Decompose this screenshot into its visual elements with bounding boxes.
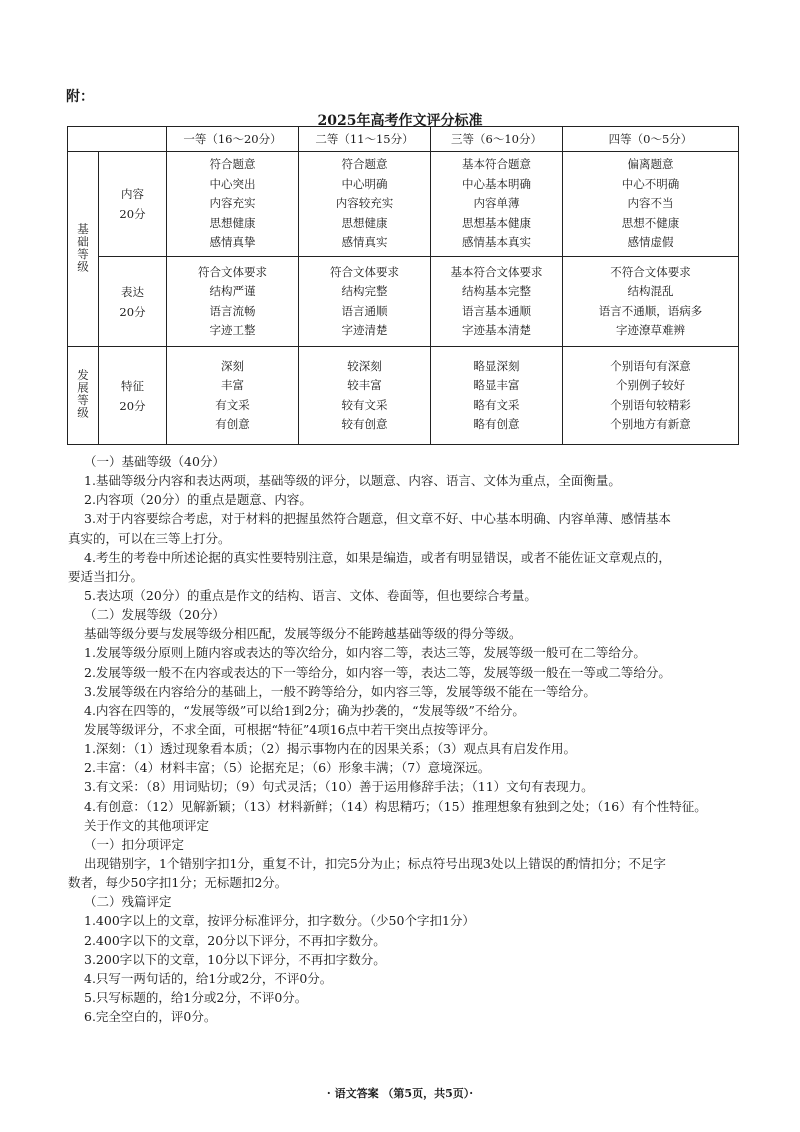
cell-features-grade-3: 略显深刻 略显丰富 略有文采 略有创意 xyxy=(431,347,563,445)
section-heading-basic: （一）基础等级（40分） xyxy=(84,454,225,469)
cell-content-grade-3: 基本符合题意 中心基本明确 内容单薄 思想基本健康 感情基本真实 xyxy=(431,152,563,257)
rules-text xyxy=(68,452,744,1026)
cell-expression-grade-4: 不符合文体要求 结构混乱 语言不通顺，语病多 字迹潦草难辨 xyxy=(563,257,739,347)
page-title: 2025年高考作文评分标准 xyxy=(317,113,483,129)
text-line: 基础等级分要与发展等级分相匹配，发展等级分不能跨越基础等级的得分等级。 xyxy=(84,626,522,642)
text-line: 6.完全空白的，评0分。 xyxy=(84,1009,217,1025)
text-line: 3.有文采：（8）用词贴切；（9）句式灵活；（10）善于运用修辞手法；（11）文句有表现力。 xyxy=(84,779,594,795)
text-line: 3.对于内容要综合考虑，对于材料的把握虽然符合题意，但文章不好、中心基本明确、内容单薄、感情基本 xyxy=(84,511,671,527)
text-line: 2.发展等级一般不在内容或表达的下一等给分，如内容一等，表达二等，发展等级一般在一等或二等给分。 xyxy=(84,664,671,680)
text-line: 发展等级评分，不求全面，可根据“特征”4项16点中若干突出点按等评分。 xyxy=(84,721,496,737)
header-grade-4: 四等（0～5分） xyxy=(563,127,739,152)
text-line: 1.发展等级分原则上随内容或表达的等次给分，如内容二等，表达三等，发展等级一般可在二等给分。 xyxy=(84,645,646,661)
group-label-basic: 基础等级 xyxy=(68,152,99,347)
cell-features-grade-1: 深刻 丰富 有文采 有创意 xyxy=(167,347,299,445)
row-label-content: 内容 20分 xyxy=(99,152,167,257)
cell-features-grade-2: 较深刻 较丰富 较有文采 较有创意 xyxy=(299,347,431,445)
text-line: 出现错别字，1个错别字扣1分，重复不计，扣完5分为止；标点符号出现3处以上错误的酌情扣分；不足字 xyxy=(84,855,666,871)
text-line: 1.400字以上的文章，按评分标准评分，扣字数分。（少50个字扣1分） xyxy=(84,913,475,929)
cell-content-grade-1: 符合题意 中心突出 内容充实 思想健康 感情真挚 xyxy=(167,152,299,257)
header-grade-3: 三等（6～10分） xyxy=(431,127,563,152)
section-heading-deductions: （一）扣分项评定 xyxy=(84,836,185,852)
section-heading-incomplete: （二）残篇评定 xyxy=(84,894,172,910)
text-line: 数者，每少50字扣1分；无标题扣2分。 xyxy=(68,875,288,891)
cell-expression-grade-1: 符合文体要求 结构严谨 语言流畅 字迹工整 xyxy=(167,257,299,347)
text-line: 真实的，可以在三等上打分。 xyxy=(68,530,231,546)
cell-expression-grade-3: 基本符合文体要求 结构基本完整 语言基本通顺 字迹基本清楚 xyxy=(431,257,563,347)
header-grade-2: 二等（11～15分） xyxy=(299,127,431,152)
cell-expression-grade-2: 符合文体要求 结构完整 语言通顺 字迹清楚 xyxy=(299,257,431,347)
page-footer: · 语文答案 （第5页，共5页）· xyxy=(326,1087,474,1100)
text-line: 2.丰富：（4）材料丰富；（5）论据充足；（6）形象丰满；（7）意境深远。 xyxy=(84,760,491,776)
table-row xyxy=(68,347,739,445)
cell-features-grade-4: 个别语句有深意 个别例子较好 个别语句较精彩 个别地方有新意 xyxy=(563,347,739,445)
table-corner-cell xyxy=(68,127,167,152)
text-line: 3.发展等级在内容给分的基础上，一般不跨等给分，如内容三等，发展等级不能在一等给分。 xyxy=(84,683,596,699)
section-heading-development: （二）发展等级（20分） xyxy=(84,607,225,623)
section-heading-other: 关于作文的其他项评定 xyxy=(84,817,210,833)
table-row xyxy=(68,152,739,257)
text-line: 要适当扣分。 xyxy=(68,568,144,584)
table-row xyxy=(68,257,739,347)
text-line: 4.考生的考卷中所述论据的真实性要特别注意，如果是编造，或者有明显错误，或者不能佐证文章观点的， xyxy=(84,549,671,565)
text-line: 1.基础等级分内容和表达两项，基础等级的评分，以题意、内容、语言、文体为重点，全面衡量。 xyxy=(84,473,621,489)
text-line: 4.有创意：（12）见解新颖；（13）材料新鲜；（14）构思精巧；（15）推理想象有独到之处；（16）有个性特征。 xyxy=(84,798,707,814)
appendix-label: 附： xyxy=(66,89,94,105)
scoring-table xyxy=(67,126,739,445)
cell-content-grade-4: 偏离题意 中心不明确 内容不当 思想不健康 感情虚假 xyxy=(563,152,739,257)
header-grade-1: 一等（16～20分） xyxy=(167,127,299,152)
row-label-expression: 表达 20分 xyxy=(99,257,167,347)
text-line: 4.内容在四等的，“发展等级”可以给1到2分；确为抄袭的，“发展等级”不给分。 xyxy=(84,702,525,718)
text-line: 2.400字以下的文章，20分以下评分，不再扣字数分。 xyxy=(84,932,386,948)
text-line: 1.深刻：（1）透过现象看本质；（2）揭示事物内在的因果关系；（3）观点具有启发作用。 xyxy=(84,741,577,757)
text-line: 4.只写一两句话的，给1分或2分，不评0分。 xyxy=(84,970,333,986)
text-line: 5.只写标题的，给1分或2分，不评0分。 xyxy=(84,989,308,1005)
row-label-features: 特征 20分 xyxy=(99,347,167,445)
cell-content-grade-2: 符合题意 中心明确 内容较充实 思想健康 感情真实 xyxy=(299,152,431,257)
text-line: 5.表达项（20分）的重点是作文的结构、语言、文体、卷面等，但也要综合考量。 xyxy=(84,587,537,603)
table-header-row xyxy=(68,127,739,152)
text-line: 2.内容项（20分）的重点是题意、内容。 xyxy=(84,492,312,508)
group-label-development: 发展等级 xyxy=(68,347,99,445)
text-line: 3.200字以下的文章，10分以下评分，不再扣字数分。 xyxy=(84,951,386,967)
